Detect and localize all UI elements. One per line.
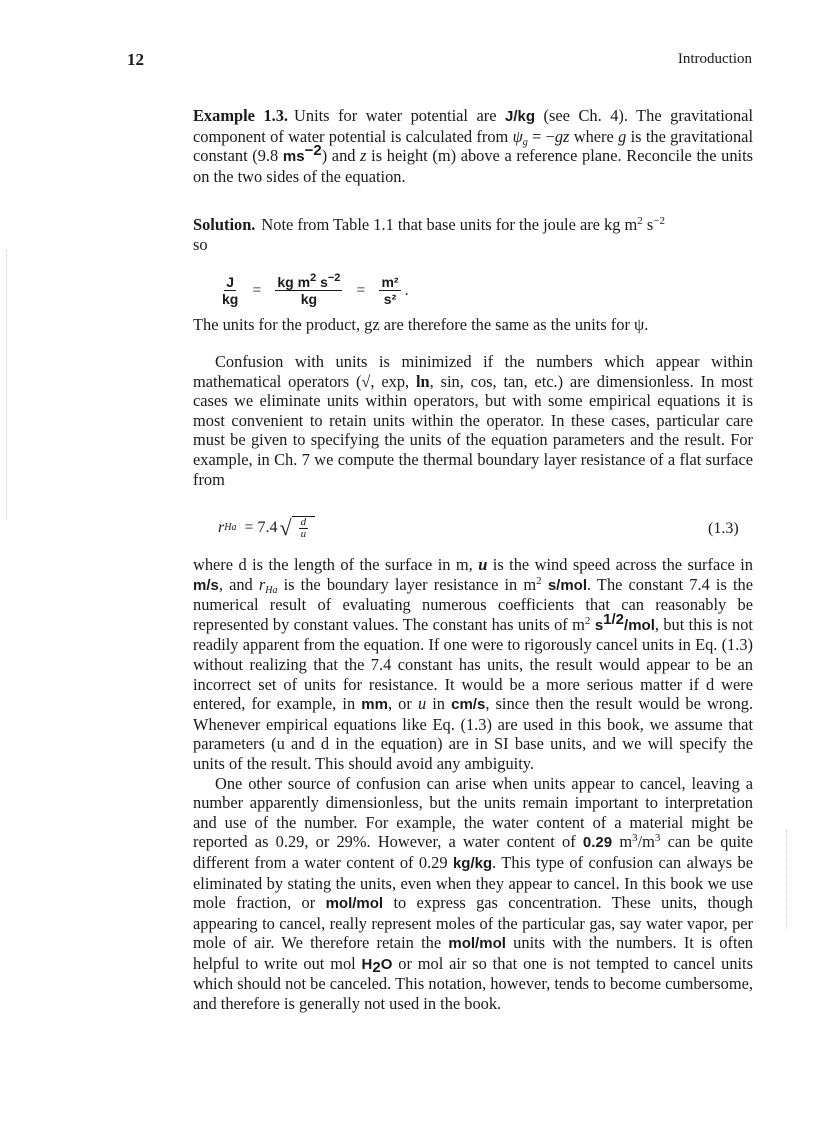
text-run: m [612, 832, 633, 852]
paragraphs-after-equation [193, 555, 753, 1014]
text-run: is the boundary layer resistance in m [277, 574, 537, 594]
unit-molmol: mol/mol [325, 895, 384, 913]
superscript: 2 [584, 614, 591, 627]
unit-smol: s/mol [541, 576, 587, 594]
text-run: so [193, 234, 208, 254]
numerator [275, 274, 342, 291]
var-u: u [478, 555, 488, 574]
text-run: , exp, [370, 371, 416, 391]
denominator: u [300, 528, 307, 540]
value-029: 0.29 [582, 834, 613, 852]
superscript: −2 [653, 215, 665, 227]
unit-mm: mm [361, 696, 388, 714]
text-run: = − [527, 126, 555, 146]
var-gz: gz [554, 126, 570, 146]
var-g: g [618, 126, 627, 146]
fraction-d-u [299, 517, 309, 540]
var-r: r [218, 519, 225, 536]
superscript: 3 [632, 832, 638, 845]
text-run: Note from Table 1.1 that base units for the joule are kg m [261, 215, 638, 234]
unit-molmol: mol/mol [448, 935, 506, 953]
text-run: Confusion with units is minimized if the numbers which appear within mathematical operators ( [193, 352, 753, 391]
text-run: units with the numbers. It is often helpful to write out mol [193, 933, 753, 973]
text-run: s [642, 215, 654, 234]
equation-1-3 [218, 515, 315, 541]
unit-jkg: J/kg [505, 108, 536, 125]
text-run: ) and [321, 146, 361, 166]
example-block [193, 106, 753, 186]
period: . [404, 281, 409, 299]
unit-ms: ms [282, 148, 305, 166]
unit-s: s [590, 616, 604, 634]
equation-number: (1.3) [708, 520, 739, 537]
paragraph-dimensionless [193, 774, 753, 1014]
example-lead: Example 1.3. [193, 106, 289, 125]
numerator: m² [381, 274, 399, 290]
psi-subscript: g [522, 136, 528, 148]
fraction-m2-s2 [379, 274, 400, 307]
unit-cms: cm/s [451, 696, 486, 714]
solution-block [193, 215, 753, 254]
denominator: kg [222, 291, 239, 307]
unit-kgkg: kg/kg [452, 854, 493, 872]
text-run: . This type of confusion can always be eliminated by stating the units, even when they appear to cancel. In this book we use mole fraction, or [193, 852, 753, 913]
paragraph-units-constant [193, 555, 753, 774]
scan-margin-mark [786, 830, 791, 930]
sqrt-icon: √ [279, 515, 292, 540]
psi-symbol: ψ [512, 126, 523, 146]
subscript-ha: Ha [224, 522, 237, 533]
paragraph-operators [193, 352, 753, 489]
superscript: 2 [637, 215, 643, 227]
scan-margin-mark [6, 250, 13, 520]
superscript: 3 [654, 832, 661, 845]
solution-paragraph [193, 215, 753, 254]
page-number: 12 [127, 50, 144, 69]
equals-sign: = [356, 281, 366, 299]
text-run: /m [637, 832, 655, 852]
text-run: is height (m) above a reference plane. Reconcile the units on the two sides of the equation. [193, 146, 753, 186]
unit-ms: m/s [193, 576, 219, 594]
subscript-ha: Ha [265, 584, 278, 596]
text-run: where d is the length of the surface in m, [193, 555, 479, 574]
unit-equation [218, 274, 409, 307]
text-run: . The constant 7.4 is the numerical result of evaluating numerous coefficients that can reasonably be represented by constant values. The constant has units of m [193, 574, 753, 634]
numerator: d [300, 516, 307, 528]
superscript: 1/2 [603, 610, 625, 628]
denominator: kg [300, 291, 318, 307]
text-run: Units for water potential are [294, 106, 506, 125]
h2o-subscript: 2 [372, 958, 381, 976]
h2o-h: H [361, 955, 373, 973]
text-run: , since then the result would be wrong. Whenever empirical equations like Eq. (1.3) are used in this book, we assume that parameters (u and d in the equation) are in SI base units, and we will specify the units of the result. This should avoid any ambiguity. [193, 694, 753, 773]
text-run: to express gas concentration. These units, though appearing to cancel, really represent moles of the particular gas, say water vapor, per mole of air. We therefore retain the [193, 893, 753, 953]
text-run: in [426, 694, 452, 714]
text-run: One other source of confusion can arise when units appear to cancel, leaving a number apparently dimensionless, but the units remain important to interpretation and use of the number. For example, the water content of a material might be reported as 0.29, or 29%. However, a water content of [193, 773, 753, 852]
var-z: z [360, 146, 367, 166]
example-paragraph [193, 106, 753, 186]
fraction-kgm2s2-kg [275, 274, 342, 307]
fraction-j-kg [222, 274, 238, 307]
solution-lead: Solution. [193, 215, 256, 234]
sqrt-icon: √ [361, 371, 371, 391]
superscript: 2 [310, 272, 317, 284]
var-r: r [258, 574, 266, 594]
text-run: kg m [277, 274, 311, 290]
text-run: , but this is not readily apparent from the equation. If one were to rigorously cancel units in Eq. (1.3) without realizing that the 7.4 constant has units, the result would appear to be an incorrect set of units for resistance. It would be a more serious matter if d were entered, for example, in [193, 614, 753, 714]
radicand [292, 516, 316, 540]
equals-coefficient: = 7.4 [244, 519, 278, 536]
superscript: −2 [327, 272, 341, 284]
unit-exp: −2 [304, 142, 322, 160]
text-run: is the wind speed across the surface in [487, 555, 753, 574]
text-run: , or [387, 694, 418, 714]
unit-mol: /mol [624, 616, 655, 634]
text-run: where [569, 126, 619, 146]
numerator: J [226, 274, 235, 290]
solution-conclusion: The units for the product, gz are therefore the same as the units for ψ. [193, 315, 649, 334]
text-run: or mol air so that one is not tempted to cancel units which should not be canceled. This notation, however, tends to become cumbersome, and therefore is generally not used in the book. [193, 953, 753, 1014]
text-run: is the gravitational constant (9.8 [193, 126, 753, 166]
text-run: , sin, cos, tan, etc.) are dimensionless. In most cases we eliminate units within operators, but with some empirical equations it is most convenient to retain units within the operator. In these cases, particular care must be given to specifying the units of the equation parameters and the result. For example, in Ch. 7 we compute the thermal boundary layer resistance of a flat surface from [193, 371, 753, 489]
equals-sign: = [252, 281, 262, 299]
superscript: 2 [536, 574, 542, 587]
h2o-o: O [380, 955, 393, 973]
text-run: (see Ch. 4). The gravitational component of water potential is calculated from [193, 106, 753, 146]
text-run: s [316, 274, 328, 290]
ln-operator: ln [415, 371, 430, 391]
running-title: Introduction [677, 51, 752, 67]
text-run: can be quite different from a water content of 0.29 [193, 832, 753, 872]
text-run: , and [218, 574, 259, 594]
denominator: s² [383, 291, 397, 307]
paragraph-text [193, 352, 753, 489]
var-u: u [417, 694, 427, 714]
